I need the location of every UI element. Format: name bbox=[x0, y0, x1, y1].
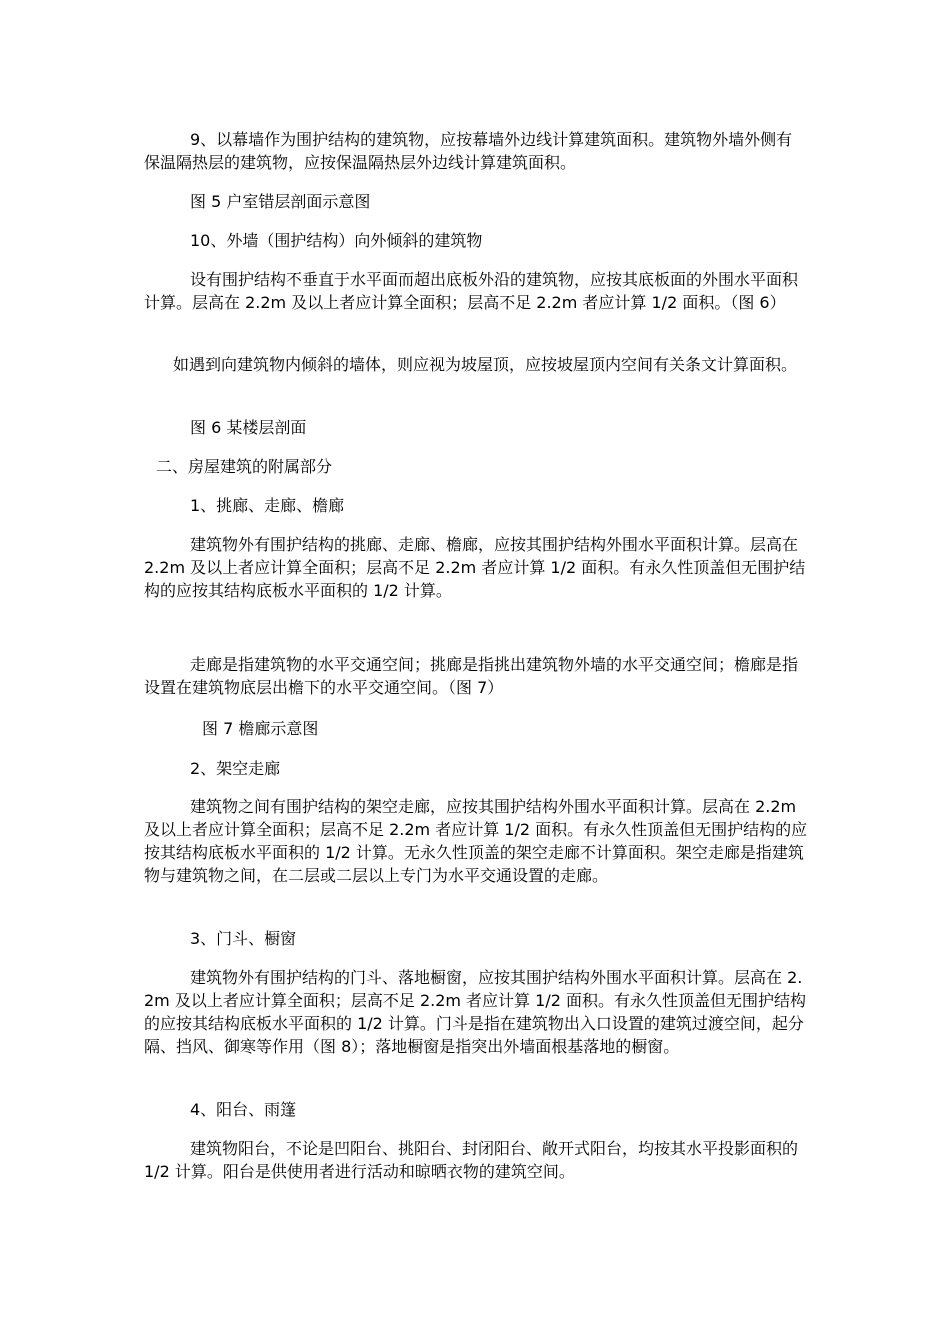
paragraph-vestibule: 建筑物外有围护结构的门斗、落地橱窗，应按其围护结构外围水平面积计算。层高在 2.2m 及以上者应计算全面积；层高不足 2.2m 者应计算 1/2 面积。有永久性顶盖但无围护结构的应按其结构底板水平面积的 1/2 计算。门斗是指在建筑物出入口设置的建筑过渡空间，起分隔、挡风、御寒等作用（图 8）；落地橱窗是指突出外墙面根基落地的橱窗。 bbox=[144, 968, 806, 1056]
paragraph-inclined-wall: 设有围护结构不垂直于水平面而超出底板外沿的建筑物，应按其底板面的外围水平面积计算。层高在 2.2m 及以上者应计算全面积；层高不足 2.2m 者应计算 1/2 面积。（图 6） bbox=[144, 270, 799, 312]
figure-caption-7: 图 7 檐廊示意图 bbox=[202, 719, 319, 738]
heading-item-10: 10、外墙（围护结构）向外倾斜的建筑物 bbox=[190, 231, 483, 250]
paragraph-corridor-definitions: 走廊是指建筑物的水平交通空间；挑廊是指挑出建筑物外墙的水平交通空间；檐廊是指设置在建筑物底层出檐下的水平交通空间。（图 7） bbox=[144, 655, 799, 697]
heading-item-3: 3、门斗、橱窗 bbox=[190, 929, 297, 948]
paragraph-inward-wall: 如遇到向建筑物内倾斜的墙体，则应视为坡屋顶，应按坡屋顶内空间有关条文计算面积。 bbox=[173, 355, 798, 374]
heading-item-4: 4、阳台、雨篷 bbox=[190, 1100, 297, 1119]
paragraph-balcony: 建筑物阳台，不论是凹阳台、挑阳台、封闭阳台、敞开式阳台，均按其水平投影面积的 1/2 计算。阳台是供使用者进行活动和晾晒衣物的建筑空间。 bbox=[144, 1139, 799, 1181]
figure-caption-6: 图 6 某楼层剖面 bbox=[190, 418, 307, 437]
figure-caption-5: 图 5 户室错层剖面示意图 bbox=[190, 192, 371, 211]
heading-item-2: 2、架空走廊 bbox=[190, 759, 281, 778]
section-heading-attached-parts: 二、房屋建筑的附属部分 bbox=[156, 457, 333, 476]
heading-item-1: 1、挑廊、走廊、檐廊 bbox=[190, 496, 345, 515]
paragraph-corridor-rules: 建筑物外有围护结构的挑廊、走廊、檐廊，应按其围护结构外围水平面积计算。层高在 2.2m 及以上者应计算全面积；层高不足 2.2m 者应计算 1/2 面积。有永久性顶盖但无围护结构的应按其结构底板水平面积的 1/2 计算。 bbox=[144, 535, 806, 600]
paragraph-curtain-wall: 9、以幕墙作为围护结构的建筑物，应按幕墙外边线计算建筑面积。建筑物外墙外侧有保温隔热层的建筑物，应按保温隔热层外边线计算建筑面积。 bbox=[144, 130, 793, 172]
paragraph-skybridge: 建筑物之间有围护结构的架空走廊，应按其围护结构外围水平面积计算。层高在 2.2m 及以上者应计算全面积；层高不足 2.2m 者应计算 1/2 面积。有永久性顶盖但无围护结构的应按其结构底板水平面积的 1/2 计算。无永久性顶盖的架空走廊不计算面积。架空走廊是指建筑物与建筑物之间，在二层或二层以上专门为水平交通设置的走廊。 bbox=[144, 797, 808, 885]
